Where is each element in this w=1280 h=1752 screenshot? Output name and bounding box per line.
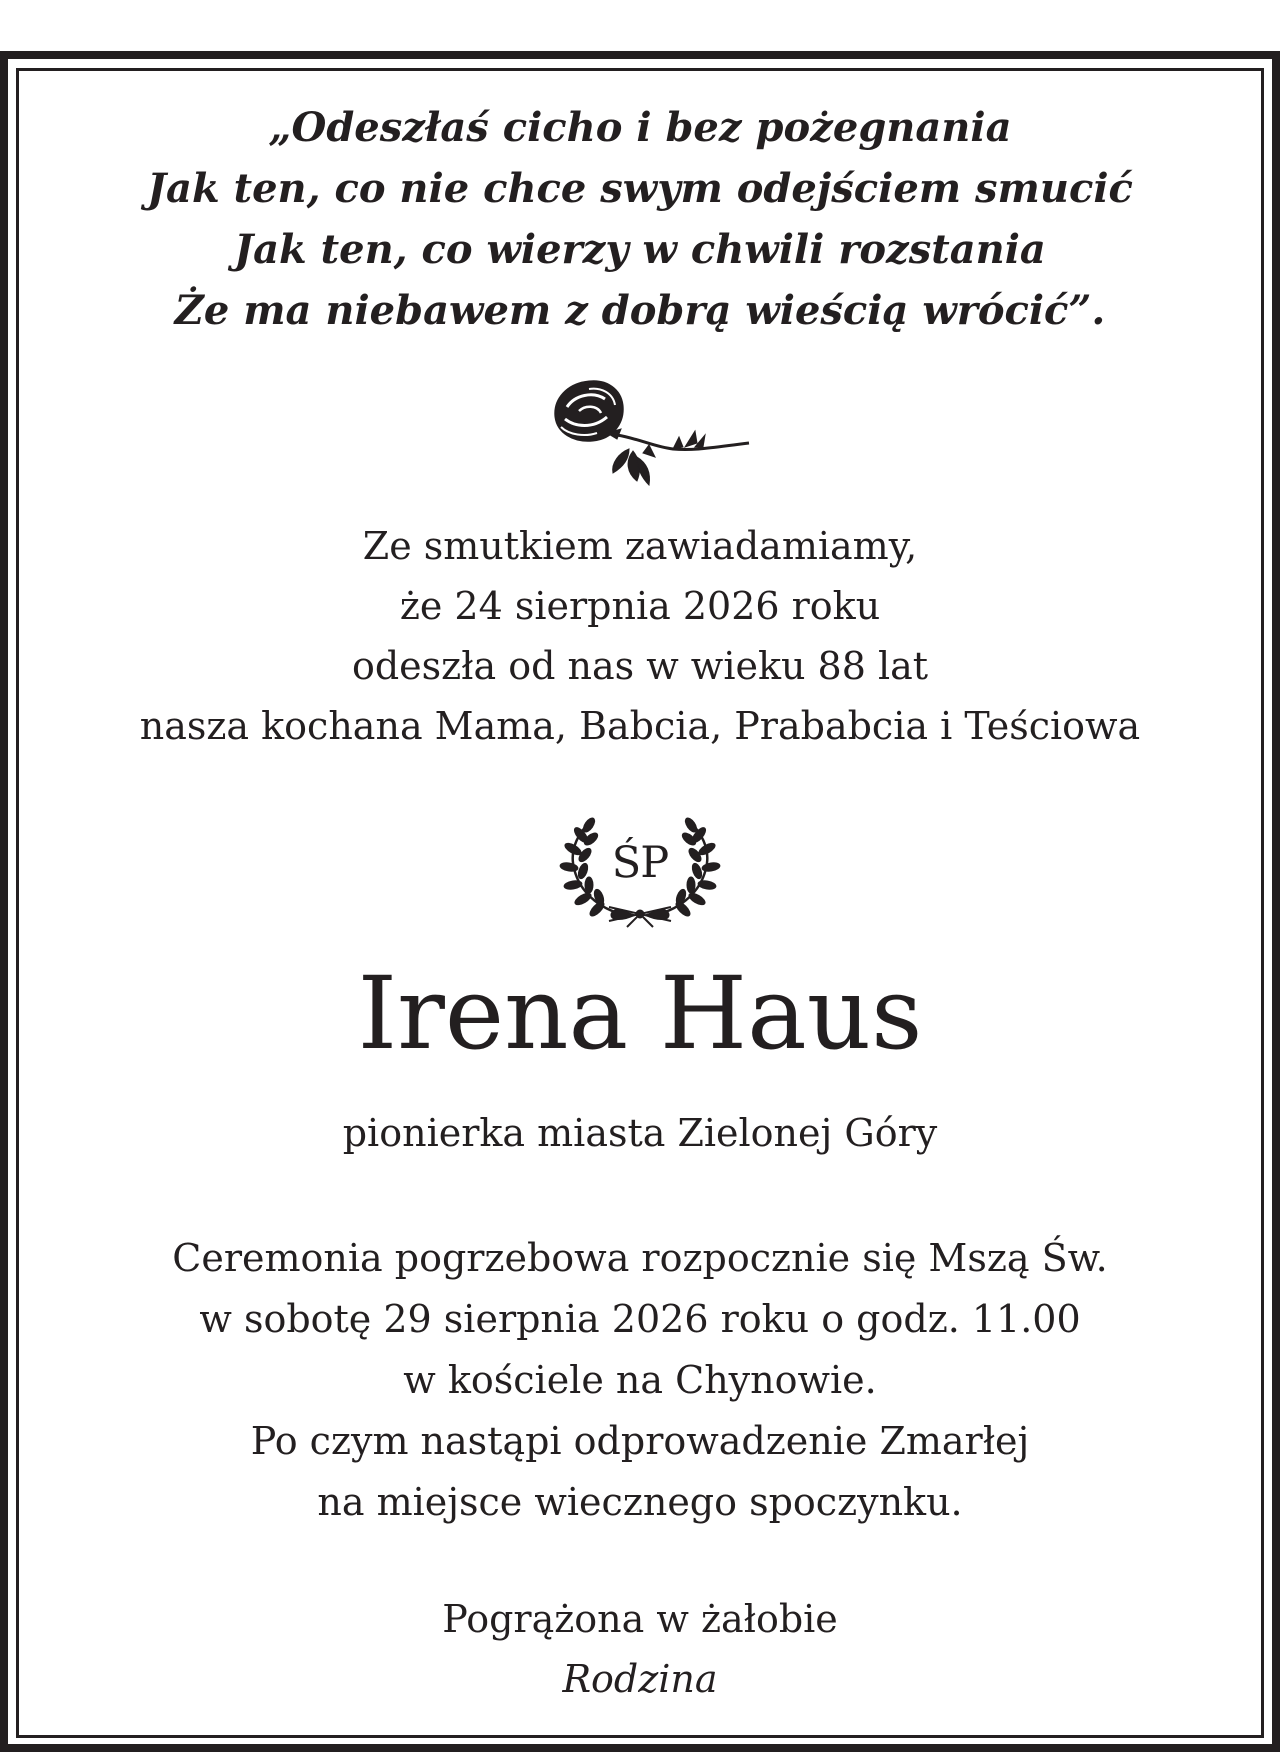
sp-emblem-text: ŚP xyxy=(611,838,669,888)
announcement xyxy=(19,516,1261,756)
announcement-line: że 24 sierpnia 2026 roku xyxy=(399,584,881,628)
family-signature: Rodzina xyxy=(562,1657,718,1701)
deceased-description: pionierka miasta Zielonej Góry xyxy=(342,1111,938,1155)
quote-line: Jak ten, co nie chce swym odejściem smucić xyxy=(147,165,1133,212)
ceremony-details xyxy=(19,1228,1261,1533)
ceremony-line: na miejsce wiecznego spoczynku. xyxy=(317,1480,963,1524)
deceased-name: Irena Haus xyxy=(357,955,923,1072)
ceremony-line: w kościele na Chynowie. xyxy=(403,1358,877,1402)
rose-icon xyxy=(545,377,755,489)
bottom-border xyxy=(0,1744,1280,1752)
quote-line: Że ma niebawem z dobrą wieścią wrócić”. xyxy=(174,287,1106,334)
ceremony-line: Po czym nastąpi odprowadzenie Zmarłej xyxy=(250,1419,1030,1463)
ceremony-line: w sobotę 29 sierpnia 2026 roku o godz. 11.00 xyxy=(199,1297,1081,1341)
mourning-text: Pogrążona w żałobie xyxy=(442,1597,838,1641)
poem-quote xyxy=(19,97,1261,341)
quote-line: „Odeszłaś cicho i bez pożegnania xyxy=(268,104,1012,151)
quote-line: Jak ten, co wierzy w chwili rozstania xyxy=(234,226,1046,273)
ceremony-line: Ceremonia pogrzebowa rozpocznie się Mszą Św. xyxy=(172,1236,1108,1280)
announcement-line: odeszła od nas w wieku 88 lat xyxy=(351,644,929,688)
announcement-line: nasza kochana Mama, Babcia, Prababcia i Teściowa xyxy=(139,704,1141,748)
announcement-line: Ze smutkiem zawiadamiamy, xyxy=(362,524,918,568)
